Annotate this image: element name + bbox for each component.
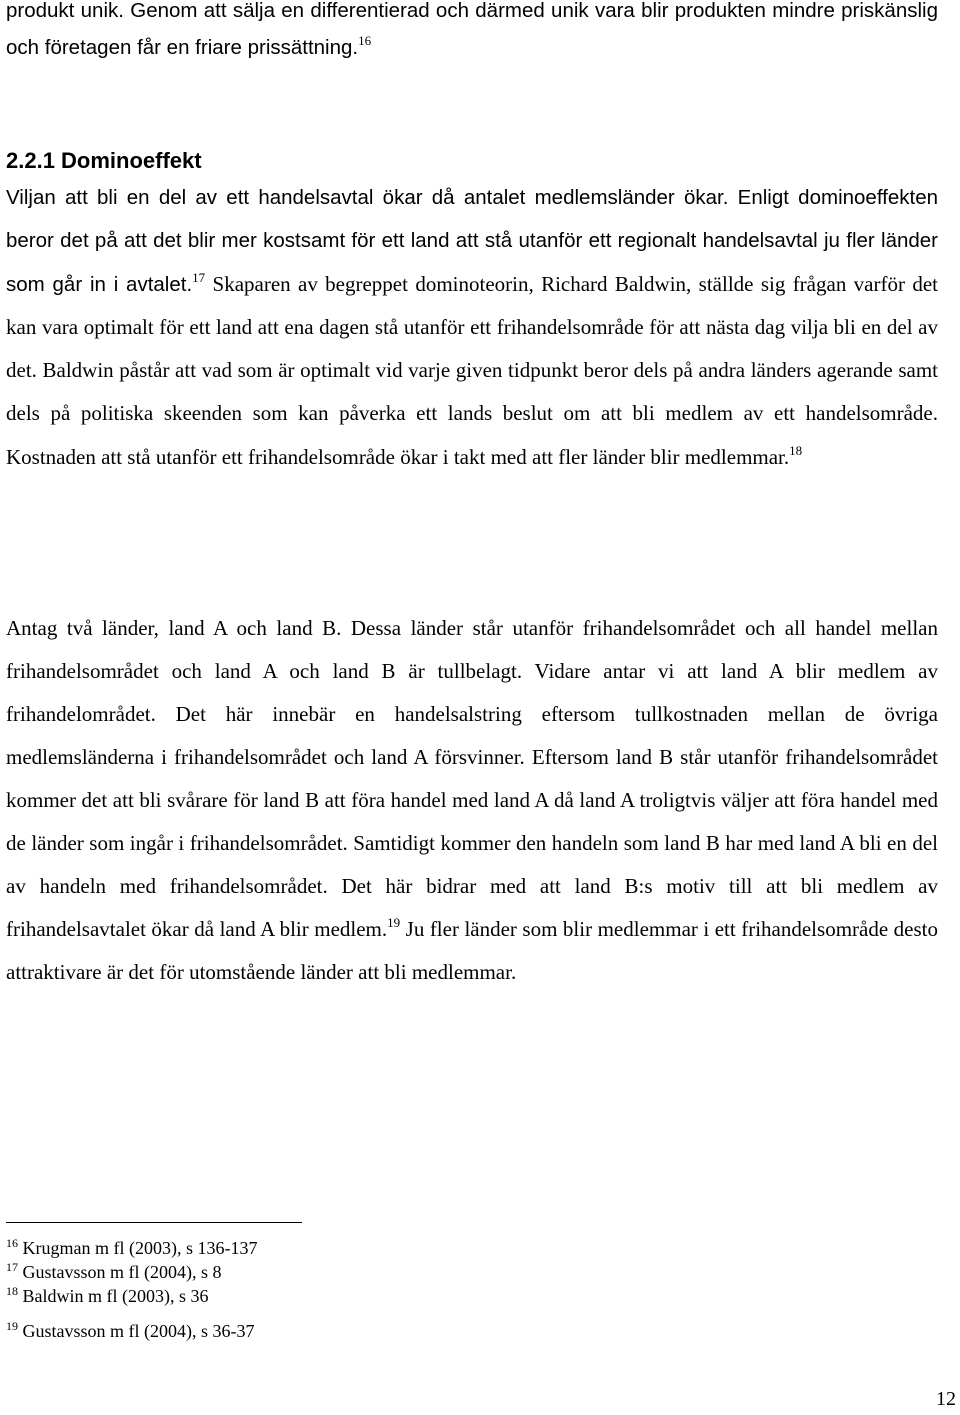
paragraph-text: Antag två länder, land A och land B. Dessa länder står utanför frihandelsområdet och all handel mellan frihandelsområdet och land A och land B är tullbelagt. Vidare antar vi att land A blir medlem av frihandelområdet. Det här innebär en handelsalstring eftersom tullkostnaden mellan de övriga medlemsländerna i frihandelsområdet och land A försvinner. Eftersom land B står utanför frihandelsområdet kommer det att bli svårare för land B att föra handel med land A då land A troligtvis väljer att föra handel med de länder som ingår i frihandelsområdet. Samtidigt kommer den handeln som land B har med land A bli en del av handeln med frihandelsområdet. Det här bidrar med att land B:s motiv till att bli medlem av frihandelsavtalet ökar då land A blir medlem. xyxy=(6,616,938,941)
paragraph-example xyxy=(6,607,938,994)
footnote-text: Gustavsson m fl (2004), s 36-37 xyxy=(22,1321,255,1341)
footnote-number: 17 xyxy=(6,1260,18,1274)
footnote-text: Baldwin m fl (2003), s 36 xyxy=(22,1286,209,1306)
page-number: 12 xyxy=(936,1388,956,1410)
footnote-separator xyxy=(6,1222,302,1223)
section-heading: 2.2.1 Dominoeffekt xyxy=(6,148,202,173)
paragraph-text: Ju fler länder som blir medlemmar i ett frihandelsområde desto attraktivare är det för utomstående länder att bli medlemmar. xyxy=(6,917,938,984)
footnote-number: 19 xyxy=(6,1319,18,1333)
footnote-ref-18: 18 xyxy=(789,442,803,458)
footnote-ref-19: 19 xyxy=(387,915,401,930)
footnote xyxy=(6,1236,257,1260)
paragraph-dominoeffekt xyxy=(6,176,938,479)
footnotes xyxy=(6,1236,257,1343)
footnote xyxy=(6,1260,257,1284)
footnote-ref-17: 17 xyxy=(192,269,206,285)
footnote-number: 18 xyxy=(6,1284,18,1298)
footnote xyxy=(6,1319,257,1343)
footnote xyxy=(6,1284,257,1308)
footnote-ref-16: 16 xyxy=(358,33,372,48)
footnote-text: Krugman m fl (2003), s 136-137 xyxy=(22,1238,258,1258)
intro-paragraph xyxy=(6,0,938,66)
paragraph-text: Skaparen av begreppet dominoteorin, Richard Baldwin, ställde sig frågan varför det kan vara optimalt för ett land att ena dagen stå utanför ett frihandelsområde för att nästa dag vilja bli en del av det. Baldwin påstår att vad som är optimalt vid varje given tidpunkt beror dels på andra länders agerande samt dels på politiska skeenden som kan påverka ett lands beslut om att bli medlem av ett handelsområde. Kostnaden att stå utanför ett frihandelsområde ökar i takt med att fler länder blir medlemmar. xyxy=(6,271,938,469)
footnote-text: Gustavsson m fl (2004), s 8 xyxy=(22,1262,222,1282)
paragraph-text-sans: Viljan att bli en del av ett handelsavtal ökar då antalet medlemsländer ökar. Enligt dominoeffekten beror det på att det blir mer kostsamt för ett land att stå utanför ett regionalt handelsavtal ju fler länder som går in i avtalet. xyxy=(6,186,938,296)
intro-text: produkt unik. Genom att sälja en differentierad och därmed unik vara blir produkten mindre priskänslig och företagen får en friare prissättning. xyxy=(6,0,938,59)
footnote-number: 16 xyxy=(6,1236,18,1250)
